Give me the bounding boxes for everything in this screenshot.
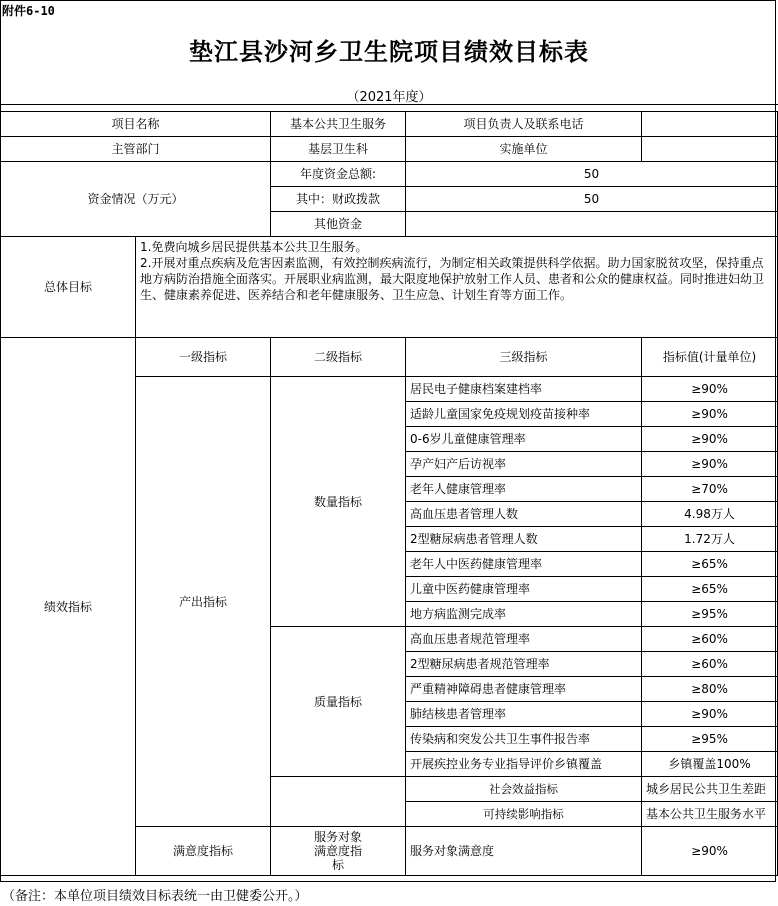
table-row [1,338,778,377]
performance-table [0,111,778,876]
dept-label: 主管部门 [1,137,271,162]
indicator-value: ≥90% [642,377,778,402]
impl-value [642,137,778,162]
divider [0,104,778,105]
indicator-name: 地方病监测完成率 [406,602,642,627]
indicator-name: 适龄儿童国家免疫规划疫苗接种率 [406,402,642,427]
goal-label: 总体目标 [1,237,136,338]
table-row [1,112,778,137]
funds-fiscal-label: 其中：财政拨款 [271,187,406,212]
indicator-value: ≥90% [642,402,778,427]
project-name-label: 项目名称 [1,112,271,137]
indicator-name: 高血压患者规范管理率 [406,627,642,652]
funds-other-value [406,212,778,237]
project-name-value: 基本公共卫生服务 [271,112,406,137]
goal-text [136,237,778,338]
quantity-label: 数量指标 [271,377,406,627]
indicator-name: 传染病和突发公共卫生事件报告率 [406,727,642,752]
leader-value [642,112,778,137]
indicator-name: 居民电子健康档案建档率 [406,377,642,402]
indicator-name: 服务对象满意度 [406,827,642,876]
indicator-value: ≥65% [642,552,778,577]
header-value: 指标值(计量单位) [642,338,778,377]
indicator-name: 儿童中医药健康管理率 [406,577,642,602]
indicator-value: ≥90% [642,427,778,452]
indicator-value: ≥90% [642,827,778,876]
blank-cell [271,777,406,827]
leader-label: 项目负责人及联系电话 [406,112,642,137]
perf-label: 绩效指标 [1,338,136,876]
funds-fiscal-value: 50 [406,187,778,212]
page-title: 垫江县沙河乡卫生院项目绩效目标表 [189,37,589,66]
indicator-name: 严重精神障碍患者健康管理率 [406,677,642,702]
impl-label: 实施单位 [406,137,642,162]
year-label: （2021年度） [346,90,432,105]
indicator-value: ≥65% [642,577,778,602]
indicator-value: ≥95% [642,602,778,627]
indicator-value: ≥90% [642,702,778,727]
indicator-name: 老年人健康管理率 [406,477,642,502]
sustain-label: 可持续影响指标 [406,802,642,827]
indicator-name: 2型糖尿病患者规范管理率 [406,652,642,677]
indicator-value: 乡镇覆盖100% [642,752,778,777]
indicator-name: 城乡居民公共卫生差距 [642,777,778,802]
indicator-value: ≥70% [642,477,778,502]
goal-line-2: 2.开展对重点疾病及危害因素监测，有效控制疾病流行，为制定相关政策提供科学依据。助力国家脱贫攻坚，保持重点地方病防治措施全面落实。开展职业病监测，最大限度地保护放射工作人员、患者和公众的健康权益。同时推进妇幼卫生、健康素养促进、医养结合和老年健康服务、卫生应急、计划生育等方面工作。 [140,256,765,302]
table-row [1,162,778,187]
indicator-value: 4.98万人 [642,502,778,527]
funds-total-label: 年度资金总额: [271,162,406,187]
header-level2: 二级指标 [271,338,406,377]
dept-value: 基层卫生科 [271,137,406,162]
indicator-name: 老年人中医药健康管理率 [406,552,642,577]
indicator-name: 开展疾控业务专业指导评价乡镇覆盖 [406,752,642,777]
table-row [1,237,778,338]
header-level1: 一级指标 [136,338,271,377]
indicator-value: 1.72万人 [642,527,778,552]
indicator-value: ≥80% [642,677,778,702]
indicator-name: 孕产妇产后访视率 [406,452,642,477]
attachment-number: 附件6-10 [2,4,55,18]
header-level3: 三级指标 [406,338,642,377]
indicator-name: 0-6岁儿童健康管理率 [406,427,642,452]
funds-other-label: 其他资金 [271,212,406,237]
indicator-name: 基本公共卫生服务水平 [642,802,778,827]
output-label: 产出指标 [136,377,271,827]
indicator-value: ≥60% [642,627,778,652]
indicator-value: ≥95% [642,727,778,752]
social-label: 社会效益指标 [406,777,642,802]
indicator-value: ≥60% [642,652,778,677]
indicator-name: 肺结核患者管理率 [406,702,642,727]
table-row [1,137,778,162]
indicator-value: ≥90% [642,452,778,477]
satisfaction-label: 满意度指标 [136,827,271,876]
indicator-name: 高血压患者管理人数 [406,502,642,527]
goal-line-1: 1.免费向城乡居民提供基本公共卫生服务。 [140,240,368,254]
funds-total-value: 50 [406,162,778,187]
funds-label: 资金情况（万元） [1,162,271,237]
quality-label: 质量指标 [271,627,406,777]
footnote: （备注：本单位项目绩效目标表统一由卫健委公开。） [2,889,308,904]
indicator-name: 2型糖尿病患者管理人数 [406,527,642,552]
service-label: 服务对象满意度指标 [271,827,406,876]
